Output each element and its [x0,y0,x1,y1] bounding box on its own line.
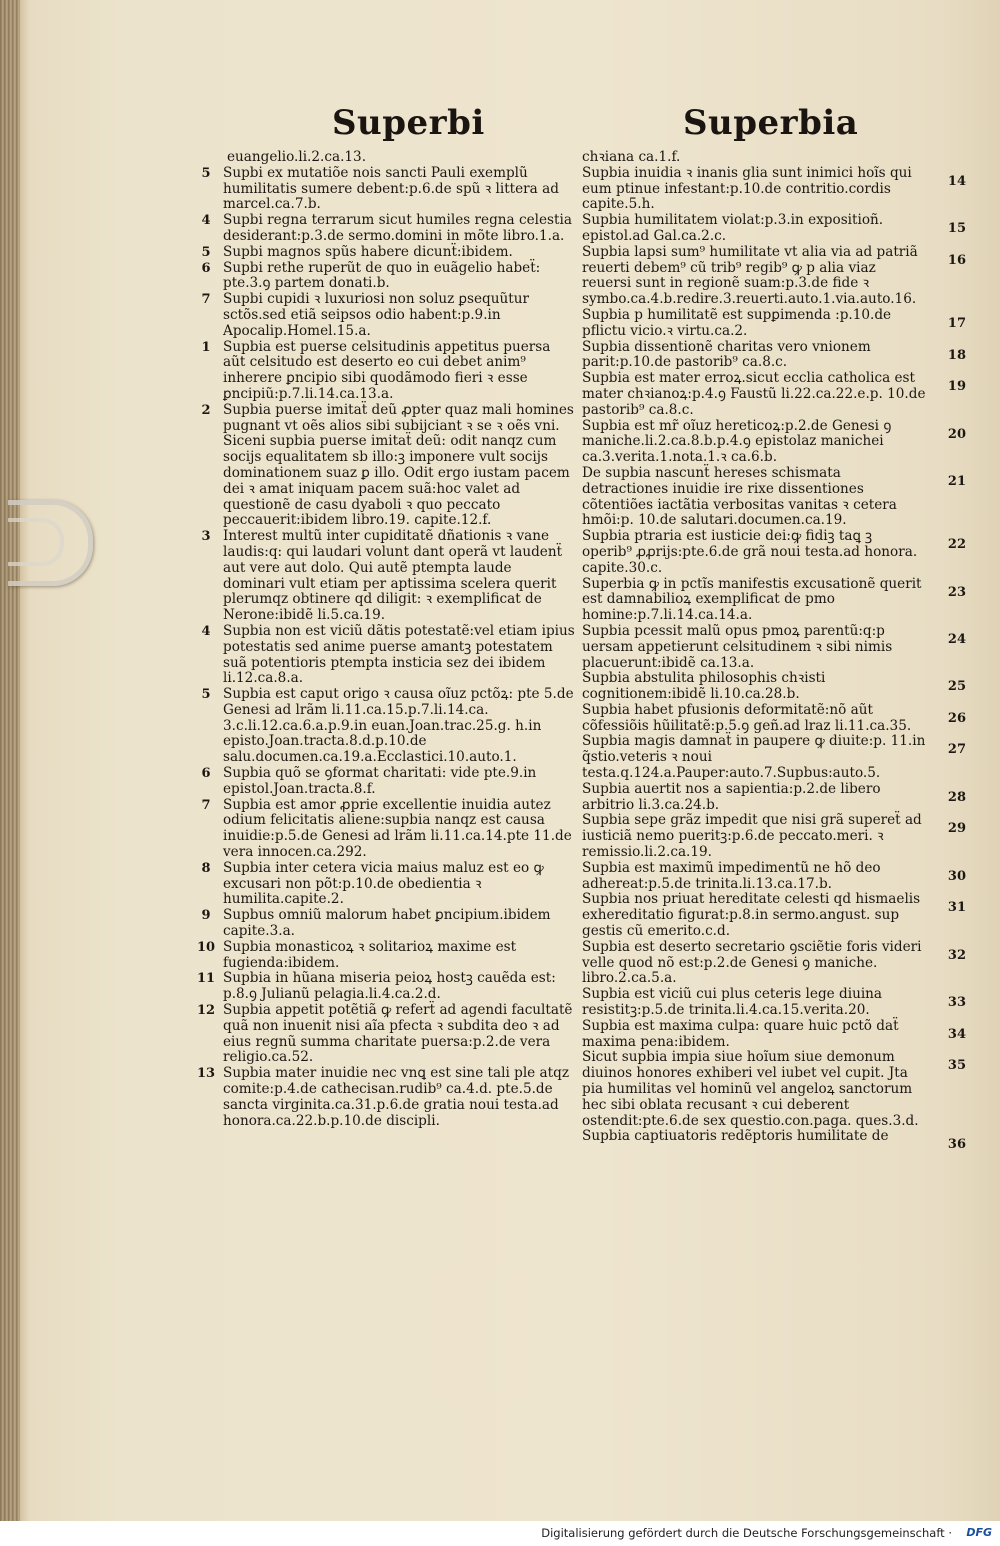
entry-text: Supbia humilitatem violat:p.3.in expositioñ. epistol.ad Gal.ca.2.c. [582,212,884,244]
entry-number: 33 [947,995,966,1011]
entry-number: 35 [947,1058,966,1074]
entry-number: 8 [201,860,211,876]
running-head-right: Superbia [683,103,859,143]
entry-number: 14 [947,173,966,189]
entry-text: Supbi rethe ruperũt de quo in euãgelio habeẗ: pte.3.ꝯ partem donati.b. [223,259,541,292]
index-entry [582,782,970,814]
index-entry [582,1128,970,1153]
index-entry [582,308,970,340]
entry-number: 31 [947,900,966,916]
index-entry [582,1050,970,1129]
entry-text: Supbia inuidia ꝛ inanis glia sunt inimici hoĩs qui eum ptinue infestant:p.10.de contritio.cordis capite.5.h. [582,164,912,213]
entry-number: 2 [201,402,211,418]
entry-text: Supbia est mater erroꝝ.sicut ecclia catholica est mater chꝛianoꝝ:p.4.ꝯ Faustũ li.22.ca.22.e.p. 10.de pastorib⁹ ca.8.c. [582,370,926,418]
entry-text: Supbia sepe grãz impedit que nisi grã supereẗ ad iusticiã nemo pueritꝫ:p.6.de peccato.meri. ꝛ remissio.li.2.ca.19. [582,812,922,861]
entry-text: Supbia auertit nos a sapientia:p.2.de libero arbitrio li.3.ca.24.b. [582,780,881,813]
entry-text: Supbia est amor ꝓprie excellentie inuidia autez odium felicitatis aliene:supbia nanqz est causa inuidie:p.5.de Genesi ad lrãm li.11.ca.14.pte 11.de vera innocen.ca.292. [223,796,572,861]
entry-text: Sicut supbia impia siue hoĩum siue demonum diuinos honores exhiberi vel iubet vel cupit. Jta pia humilitas vel hominũ vel angeloꝝ sanctorum hec sibi oblata recusant ꝛ cui deberent ostendit:pte.6.de sex questio.con.paga. ques.3.d. [582,1049,919,1129]
index-entry [582,466,970,529]
entry-number: 26 [947,710,966,726]
entry-text: Supbia est viciũ cui plus ceteris lege diuina resistitꝫ:p.5.de trinita.li.4.ca.15.verita.20. [582,986,883,1019]
entry-text: Supbi magnos spũs habere dicunẗ:ibidem. [223,243,513,260]
entry-text: Supbi regna terrarum sicut humiles regna celestia desiderant:p.3.de sermo.domini in mõte libro.1.a. [223,212,572,244]
dfg-logo: DFG [966,1526,992,1539]
entry-number: 16 [947,252,966,268]
index-entry [582,987,970,1019]
entry-number: 13 [197,1066,216,1082]
index-entry [197,971,575,1003]
index-entry [197,1003,575,1066]
index-entry [582,529,970,576]
right-column [582,149,970,1153]
entry-number: 4 [201,213,211,229]
index-entry [582,861,970,893]
entry-text: Supbia monasticoꝝ ꝛ solitarioꝝ maxime est fugienda:ibidem. [223,938,517,971]
entry-text: Supbia lapsi sum⁹ humilitate vt alia via ad patriã reuerti debem⁹ cũ trib⁹ regib⁹ ꝙ p alia viaz reuersi sunt in regionẽ suam:p.3.de fide ꝛ symbo.ca.4.b.redire.3.reuerti.auto.1.via.auto.16. [582,243,918,308]
left-continuation: euangelio.li.2.ca.13. [227,149,367,165]
entry-text: Supbia est maximũ impedimentũ ne hõ deo adhereat:p.5.de trinita.li.13.ca.17.b. [582,859,881,892]
index-entry [582,245,970,308]
index-entry [197,861,575,908]
entry-text: Supbia appetit potẽtiã ꝙ referẗ ad agendi facultatẽ quã non inuenit nisi aĩa pfecta ꝛ subdita deo ꝛ ad eius regnũ summa charitate puersa:p.2.de vera religio.ca.52. [223,1002,573,1066]
entry-number: 9 [201,908,211,924]
index-entry [197,403,575,529]
entry-text: Supbia quõ se ꝯformat charitati: vide pte.9.in epistol.Joan.tracta.8.f. [223,765,537,797]
entry-text: Supbia captiuatoris redẽptoris humilitate de [582,1128,889,1145]
entry-number: 5 [201,165,211,181]
index-entry [197,940,575,972]
index-entry [582,671,970,703]
index-entry [582,577,970,624]
entry-number: 34 [947,1026,966,1042]
entry-number: 23 [947,584,966,600]
entry-number: 30 [947,868,966,884]
entry-number: 19 [947,379,966,395]
index-entry [582,813,970,860]
right-continuation: chꝛiana ca.1.f. [582,149,681,165]
entry-number: 28 [947,789,966,805]
index-entry [197,908,575,940]
entry-text: Supbia est maxima culpa: quare huic pctõ daẗ maxima pena:ibidem. [582,1017,899,1050]
entry-number: 1 [201,339,211,355]
index-entry [582,213,970,245]
book-spine [0,0,20,1546]
entry-text: Supbia abstulita philosophis chꝛisti cognitionem:ibidẽ li.10.ca.28.b. [582,670,826,703]
index-entry [582,371,970,418]
entry-number: 6 [201,260,211,276]
index-entry [197,245,575,261]
entry-number: 7 [201,797,211,813]
index-entry [582,166,970,213]
entry-number: 7 [201,292,211,308]
entry-number: 15 [947,221,966,237]
entry-number: 20 [947,426,966,442]
entry-number: 5 [201,687,211,703]
entry-text: Supbi cupidi ꝛ luxuriosi non soluz ꝑsequũtur sctõs.sed etiã seipsos odio habent:p.9.in Apocalip.Homel.15.a. [223,291,529,339]
entry-text: Supbia inter cetera vicia maius maluz est eo ꝙ excusari non põt:p.10.de obedientia ꝛ humilita.capite.2. [223,859,544,908]
entry-text: Supbia ptraria est iusticie dei:ꝙ fidiꝫ taꝗ ꝫ operib⁹ ꝓꝓrijs:pte.6.de grã noui testa.ad honora. capite.30.c. [582,528,918,576]
entry-number: 29 [947,821,966,837]
index-entry [582,340,970,372]
index-entry [582,892,970,939]
entry-number: 17 [947,315,966,331]
index-entry [197,687,575,766]
entry-text: Supbia in hũana miseria peioꝝ hostꝫ cauẽda est: p.8.ꝯ Julianũ pelagia.li.4.ca.2.d. [223,970,556,1003]
index-entry [197,624,575,687]
entry-text: Interest multũ inter cupiditatẽ dñationis ꝛ vane laudis:q: qui laudari volunt dant operã vt laudenẗ aut vere aut dolo. Qui autẽ ptempta laude dominari vult etiam per aptissima scelera querit plerumqz obtinere qd diligit: ꝛ exemplificat de Nerone:ibidẽ li.5.ca.19. [223,528,563,624]
entry-text: Supbia mater inuidie nec vnꝗ est sine tali ple atqz comite:p.4.de cathecisan.rudib⁹ ca.4.d. pte.5.de sancta virginita.ca.31.p.6.de gratia noui testa.ad honora.ca.22.b.p.10.de discipli. [223,1065,569,1129]
entry-text: Supbia est mr̃ oĩuz hereticoꝝ:p.2.de Genesi ꝯ maniche.li.2.ca.8.b.p.4.ꝯ epistolaz manichei ca.3.verita.1.nota.1.ꝛ ca.6.b. [582,417,892,466]
index-entry [197,292,575,339]
index-entry [582,734,970,781]
entry-text: Supbia p humilitatẽ est supꝑimenda :p.10.de pflictu vicio.ꝛ virtu.ca.2. [582,306,892,339]
funding-notice: Digitalisierung gefördert durch die Deutsche Forschungsgemeinschaft · [541,1526,952,1540]
index-entry [582,1019,970,1051]
entry-number: 27 [947,742,966,758]
entry-number: 10 [197,939,216,955]
entry-text: Supbia est deserto secretario ꝯsciẽtie foris videri velle quod nõ est:p.2.de Genesi ꝯ maniche. libro.2.ca.5.a. [582,938,922,987]
entry-text: Supbia est puerse celsitudinis appetitus puersa aũt celsitudo est deserto eo cui debet anim⁹ inherere ꝑncipio sibi quodãmodo fieri ꝛ esse ꝑncipiũ:p.7.li.14.ca.13.a. [223,338,551,402]
entry-text: Supbia dissentionẽ charitas vero vnionem parit:p.10.de pastorib⁹ ca.8.c. [582,338,871,371]
paper-clip-inner [8,518,64,566]
entry-text: De supbia nascunẗ hereses schismata detractiones inuidie ire rixe dissentiones cõtentiões iactãtia verbositas vanitas ꝛ cetera hmõi:p. 10.de salutari.documen.ca.19. [582,464,897,529]
index-entry [197,529,575,624]
index-entry [197,798,575,861]
entry-text: Superbia ꝙ in pctĩs manifestis excusationẽ querit est damnabilioꝝ exemplificat de pmo homine:p.7.li.14.ca.14.a. [582,575,922,624]
entry-number: 36 [947,1137,966,1153]
index-entry [197,340,575,403]
entry-number: 3 [201,529,211,545]
index-entry [197,261,575,293]
entry-number: 24 [947,631,966,647]
entry-number: 6 [201,766,211,782]
entry-number: 32 [947,947,966,963]
index-entry [197,213,575,245]
entry-number: 4 [201,623,211,639]
entry-number: 18 [947,347,966,363]
entry-text: Supbia habet pfusionis deformitatẽ:nõ aũt cõfessiõis hũilitatẽ:p.5.ꝯ geñ.ad lraz li.11.ca.35. [582,701,912,734]
index-entry [582,624,970,671]
index-entry [582,419,970,466]
index-entry [197,1066,575,1129]
entry-text: Supbia pcessit malũ opus pmoꝝ parentũ:q:p uersam appetierunt celsitudinem ꝛ sibi nimis placuerunt:ibidẽ ca.13.a. [582,622,893,671]
index-entry [197,166,575,213]
entry-text: Supbus omniũ malorum habet ꝑncipium.ibidem capite.3.a. [223,907,551,940]
index-entry [197,766,575,798]
entry-text: Supbia magis damnaẗ in paupere ꝙ diuite:p. 11.in q̃stio.veteris ꝛ noui testa.q.124.a.Pauper:auto.7.Supbus:auto.5. [582,733,926,782]
entry-number: 21 [947,473,966,489]
entry-text: Supbia non est viciũ dãtis potestatẽ:vel etiam ipius potestatis sed anime puerse amantꝫ potestatem suã potentioris ptempta insticia sez dei ibidem li.12.ca.8.a. [223,622,575,687]
entry-number: 12 [197,1003,216,1019]
index-entry [582,940,970,987]
entry-text: Supbia est caput origo ꝛ causa oĩuz pctõꝝ: pte 5.de Genesi ad lrãm li.11.ca.15.p.7.li.14.ca. 3.c.li.12.ca.6.a.p.9.in euan.Joan.trac.25.g. h.in episto.Joan.tracta.8.d.p.10.de salu.documen.ca.19.a.Ecclastici.10.auto.1. [223,686,574,766]
entry-text: Supbia nos priuat hereditate celesti qd hismaelis exhereditatio figurat:p.8.in sermo.angust. sup gestis cũ emerito.c.d. [582,891,921,940]
running-head-left: Superbi [332,103,485,143]
entry-number: 5 [201,244,211,260]
entry-number: 11 [197,971,216,987]
entry-text: Supbi ex mutatiõe nois sancti Pauli exemplũ humilitatis sumere debent:p.6.de spũ ꝛ littera ad marcel.ca.7.b. [223,164,559,213]
entry-number: 22 [947,537,966,553]
left-column [197,150,575,1129]
entry-text: Supbia puerse imitaẗ deũ ꝓpter quaz mali homines pugnant vt oẽs alios sibi subijciant ꝛ se ꝛ oẽs vni. Siceni supbia puerse imitaẗ deũ: odit nanqz cum socijs equalitatem sb illo:ꝫ imponere vult socijs dominationem suaz ꝑ illo. Odit ergo iustam pacem dei ꝛ amat iniquam pacem suã:hoc valet ad questionẽ de casu dyaboli ꝛ quo peccato peccauerit:ibidem libro.19. capite.12.f. [223,401,574,529]
index-entry [582,703,970,735]
footer-bar [0,1521,1000,1546]
entry-number: 25 [947,679,966,695]
